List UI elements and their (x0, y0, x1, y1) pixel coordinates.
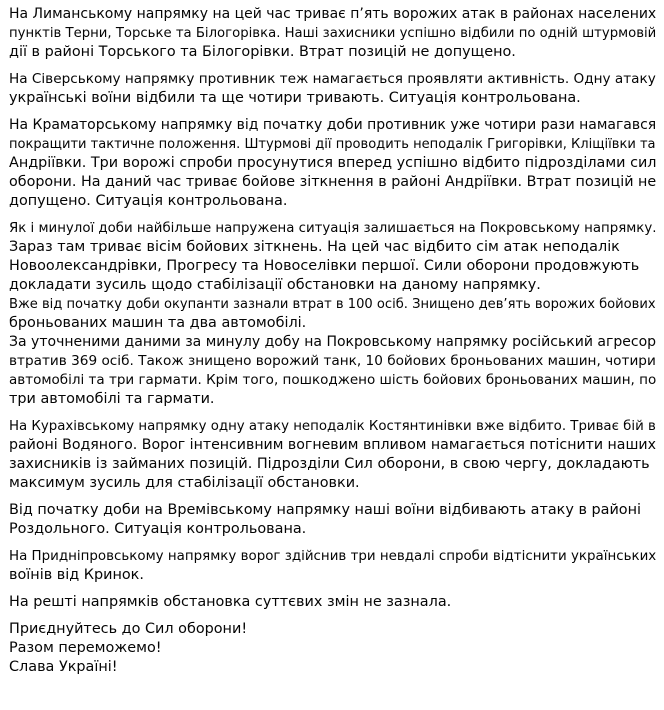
paragraph-closing (9, 620, 654, 677)
text-line: Від початку доби на Времівському напрямку наші воїни відбивають атаку в районі (9, 502, 642, 518)
paragraph-prydniprovsk (9, 547, 657, 585)
text-line: районі Водяного. Ворог інтенсивним вогневим впливом намагається потіснити наших (9, 437, 656, 453)
text-line: втратив 369 осіб. Також знищено ворожий танк, 10 бойових броньованих машин, чотири (9, 353, 656, 369)
text-line: захисників із займаних позицій. Підрозділи Сил оборони, в свою чергу, докладають (9, 456, 650, 472)
paragraph-other-directions (9, 593, 654, 612)
text-line: Роздольного. Ситуація контрольована. (9, 521, 307, 537)
text-line: Як і минулої доби найбільше напружена ситуація залишається на Покровському напрямку. (9, 221, 657, 236)
text-line: Разом переможемо! (9, 640, 162, 656)
text-line: автомобілі та три гармати. Крім того, пошкоджено шість бойових броньованих машин, по (9, 372, 657, 388)
text-line: На Сіверському напрямку противник теж намагається проявляти активність. Одну атаку (9, 71, 656, 87)
text-line: На Придніпровському напрямку ворог здійснив три невдалі спроби відтіснити українських (9, 549, 657, 564)
paragraph-kramatorsk (9, 116, 657, 211)
text-line: броньованих машин та два автомобілі. (9, 315, 307, 331)
text-line: Вже від початку доби окупанти зазнали втрат в 100 осіб. Знищено дев’ять ворожих бойових (9, 297, 656, 312)
text-line: дії в районі Торського та Білогорівки. Втрат позицій не допущено. (9, 44, 516, 60)
text-line: воїнів від Кринок. (9, 567, 144, 583)
text-line: покращити тактичне положення. Штурмові дії проводить неподалік Григорівки, Кліщіївки та (9, 137, 656, 152)
text-line: На Лиманському напрямку на цей час триває п’ять ворожих атак в районах населених (9, 6, 657, 22)
paragraph-lyman (9, 5, 657, 62)
text-line: три автомобілі та гармати. (9, 391, 215, 407)
paragraph-siversk (9, 70, 654, 108)
text-line: Новоолександрівки, Прогресу та Новоселівки першої. Сили оборони продовжують (9, 258, 640, 274)
text-line: На Курахівському напрямку одну атаку неподалік Костянтинівки вже відбито. Триває бій в (9, 419, 656, 434)
text-line: Приєднуйтесь до Сил оборони! (9, 621, 248, 637)
text-line: максимум зусиль для стабілізації обстановки. (9, 475, 360, 491)
paragraph-vremivka (9, 501, 654, 539)
text-line: Зараз там триває вісім бойових зіткнень. На цей час відбито сім атак неподалік (9, 239, 620, 255)
text-line: допущено. Ситуація контрольована. (9, 193, 288, 209)
text-line: пунктів Терни, Торське та Білогорівка. Наші захисники успішно відбили по одній штурмовій (9, 26, 657, 41)
text-line: Андріївки. Три ворожі спроби просунутися вперед успішно відбито підрозділами сил (9, 155, 657, 171)
text-line: докладати зусиль щодо стабілізації обстановки на даному напрямку. (9, 277, 541, 293)
text-line: За уточненими даними за минулу добу на Покровському напрямку російський агресор (9, 334, 657, 350)
paragraph-kurakhove (9, 417, 654, 493)
text-line: українські воїни відбили та ще чотири тривають. Ситуація контрольована. (9, 90, 581, 106)
text-line: оборони. На даний час триває бойове зіткнення в районі Андріївки. Втрат позицій не (9, 174, 657, 190)
text-line: На Краматорському напрямку від початку доби противник уже чотири рази намагався (9, 117, 657, 133)
text-line: На решті напрямків обстановка суттєвих змін не зазнала. (9, 594, 452, 610)
paragraph-pokrovsk (9, 219, 657, 409)
text-line: Слава Україні! (9, 659, 118, 675)
